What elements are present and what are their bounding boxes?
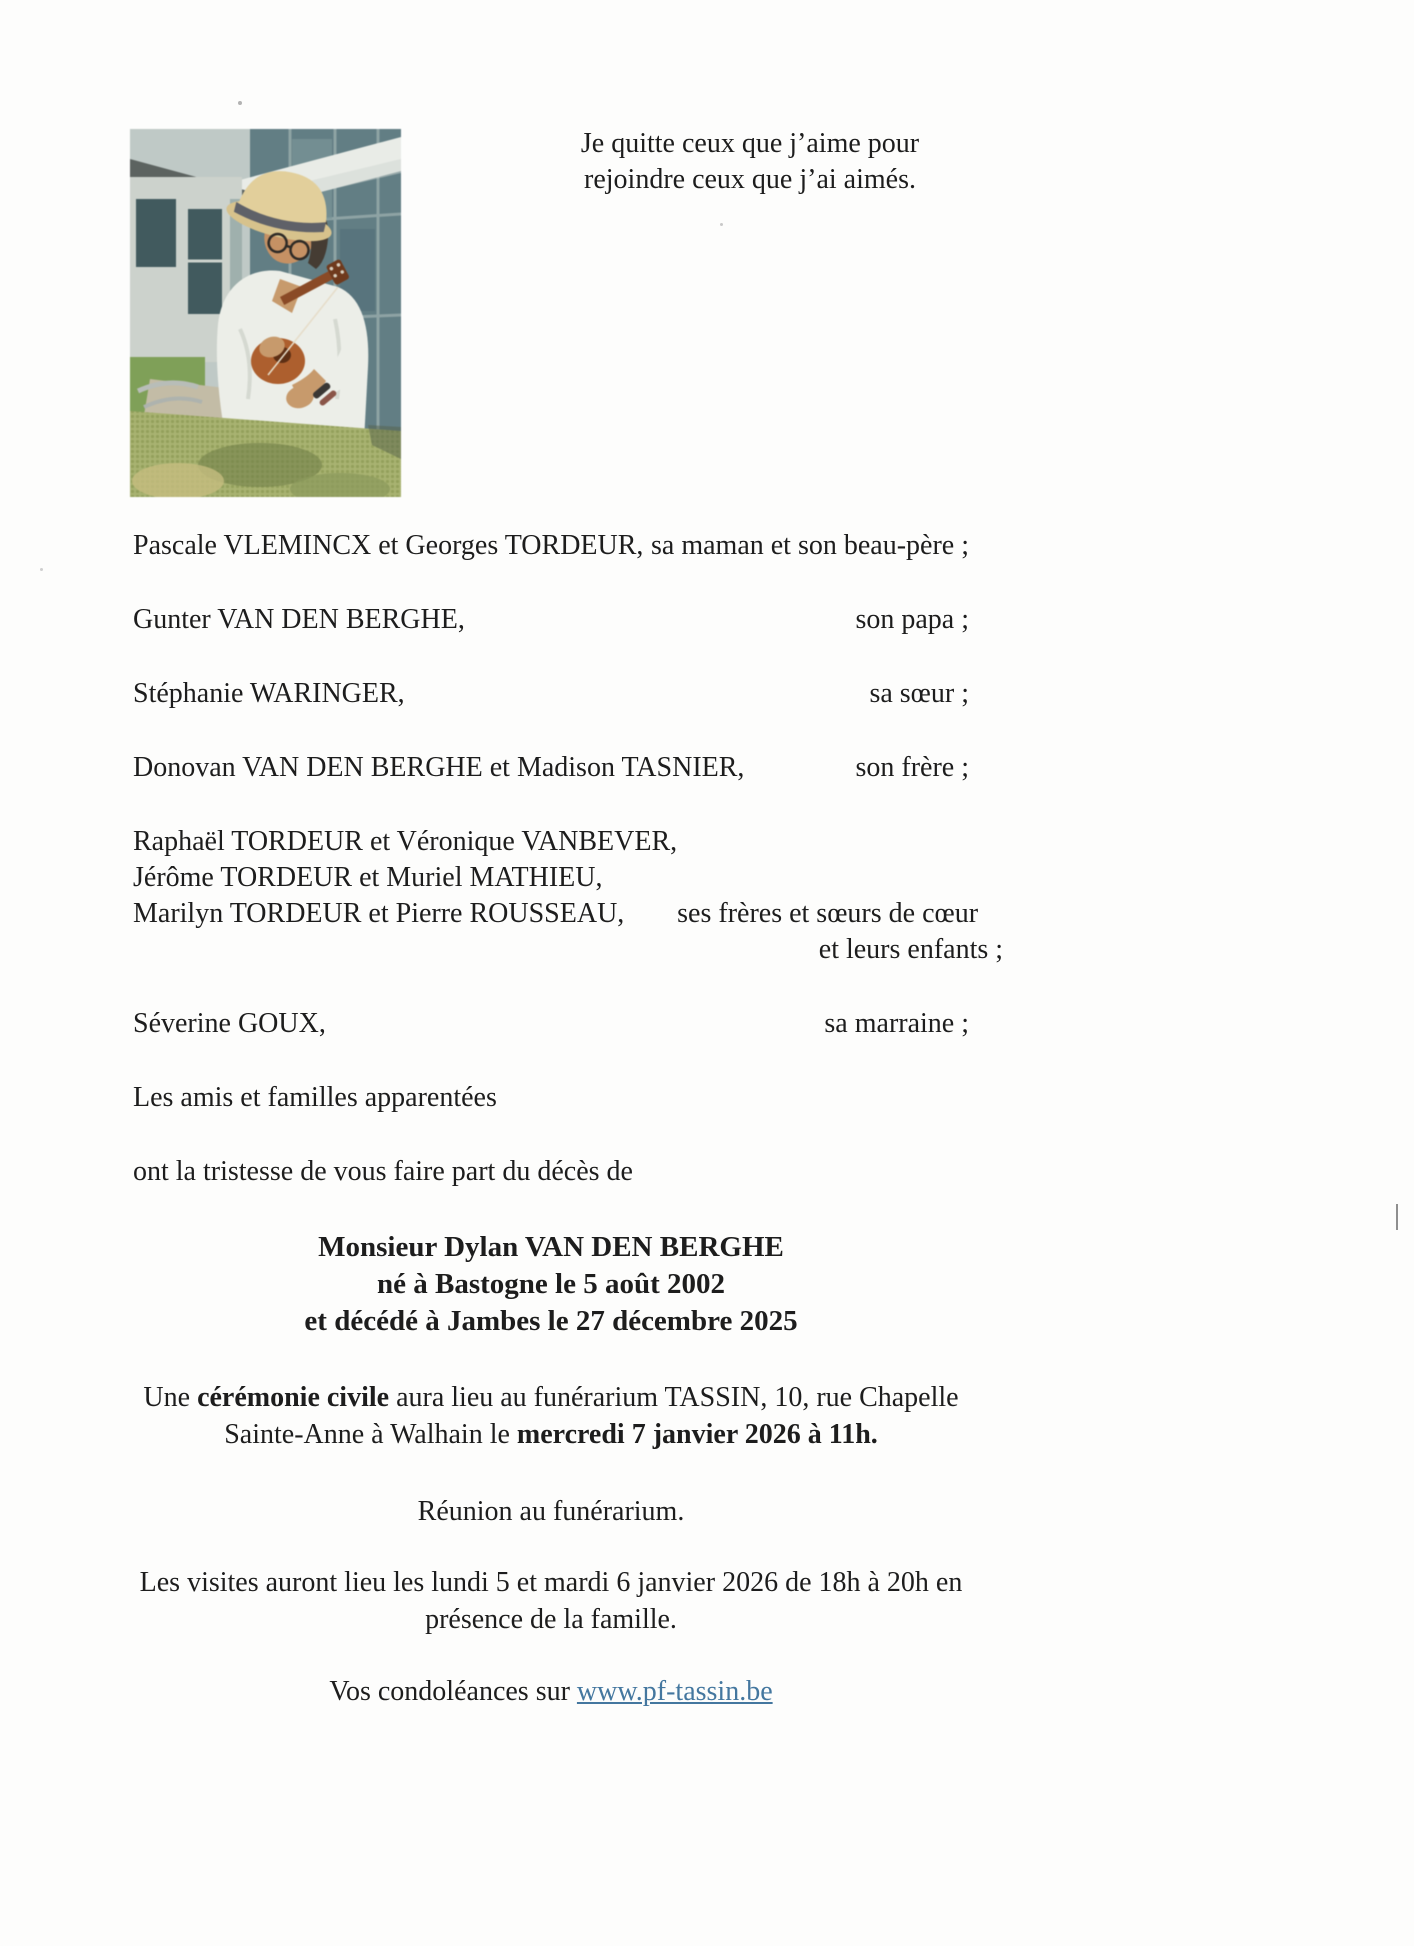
- family-entry-heart-siblings: [133, 824, 1004, 968]
- ceremony-text: aura lieu au funérarium TASSIN, 10, rue Chapelle: [389, 1382, 959, 1413]
- deceased-death: et décédé à Jambes le 27 décembre 2025: [304, 1305, 798, 1337]
- family-relation: son papa ;: [855, 604, 969, 635]
- ceremony-line-2: [133, 1416, 969, 1453]
- family-names: Stéphanie WARINGER,: [133, 678, 405, 709]
- condolences-text: Vos condoléances sur: [329, 1676, 577, 1707]
- family-entry-sister: [133, 676, 969, 712]
- family-relation-line-1: ses frères et sœurs de cœur: [677, 898, 979, 929]
- scan-speck: [40, 568, 43, 571]
- family-names: Donovan VAN DEN BERGHE et Madison TASNIER,: [133, 752, 745, 783]
- family-names: [133, 824, 677, 932]
- deceased-block: [133, 1229, 969, 1340]
- ceremony-details: [133, 1379, 969, 1453]
- quote-line-2: rejoindre ceux que j’ai aimés.: [584, 164, 916, 195]
- visits-details: [133, 1564, 969, 1638]
- family-names: Gunter VAN DEN BERGHE,: [133, 604, 465, 635]
- family-entry-father: [133, 602, 969, 638]
- ceremony-datetime: mercredi 7 janvier 2026 à 11h.: [516, 1419, 878, 1450]
- family-entry-mother: [133, 528, 969, 564]
- reunion-note: Réunion au funérarium.: [417, 1496, 685, 1527]
- portrait-photo: [130, 129, 401, 497]
- family-names: Pascale VLEMINCX et Georges TORDEUR,: [133, 530, 644, 561]
- family-entry-godmother: [133, 1006, 969, 1042]
- visits-line-1: Les visites auront lieu les lundi 5 et mardi 6 janvier 2026 de 18h à 20h en: [139, 1567, 963, 1598]
- scan-speck: [720, 223, 723, 226]
- memorial-quote: [580, 126, 920, 198]
- condolences-link[interactable]: www.pf-tassin.be: [576, 1676, 773, 1707]
- ceremony-text: Sainte-Anne à Walhain le: [224, 1419, 517, 1450]
- scan-speck: [238, 101, 242, 105]
- ceremony-line-1: [133, 1379, 969, 1416]
- family-relation: son frère ;: [855, 752, 969, 783]
- family-name-line: Jérôme TORDEUR et Muriel MATHIEU,: [133, 862, 603, 893]
- family-relation: [677, 896, 1003, 968]
- visits-line-2: présence de la famille.: [425, 1604, 677, 1635]
- scan-artifact-line: [1396, 1204, 1398, 1230]
- family-relation: sa maman et son beau-père ;: [651, 530, 969, 561]
- family-relation-line-2: et leurs enfants ;: [818, 934, 1004, 965]
- deceased-birth: né à Bastogne le 5 août 2002: [377, 1268, 725, 1300]
- family-name-line: Raphaël TORDEUR et Véronique VANBEVER,: [133, 826, 678, 857]
- family-names: Séverine GOUX,: [133, 1008, 326, 1039]
- family-name-line: Marilyn TORDEUR et Pierre ROUSSEAU,: [133, 898, 625, 929]
- announcement-body: [133, 528, 1004, 1710]
- ceremony-text: Une: [143, 1382, 198, 1413]
- quote-line-1: Je quitte ceux que j’aime pour: [580, 128, 920, 159]
- family-names: Les amis et familles apparentées: [133, 1082, 497, 1113]
- family-entry-brother: [133, 750, 969, 786]
- deceased-name: Monsieur Dylan VAN DEN BERGHE: [318, 1231, 784, 1263]
- family-relation: sa marraine ;: [824, 1008, 969, 1039]
- condolences-line: [133, 1674, 969, 1710]
- ceremony-type: cérémonie civile: [197, 1382, 390, 1413]
- portrait-photo-illustration: [130, 129, 401, 497]
- family-relation: sa sœur ;: [869, 678, 969, 709]
- announcement-intro: ont la tristesse de vous faire part du décès de: [133, 1156, 633, 1187]
- family-entry-friends: [133, 1080, 969, 1116]
